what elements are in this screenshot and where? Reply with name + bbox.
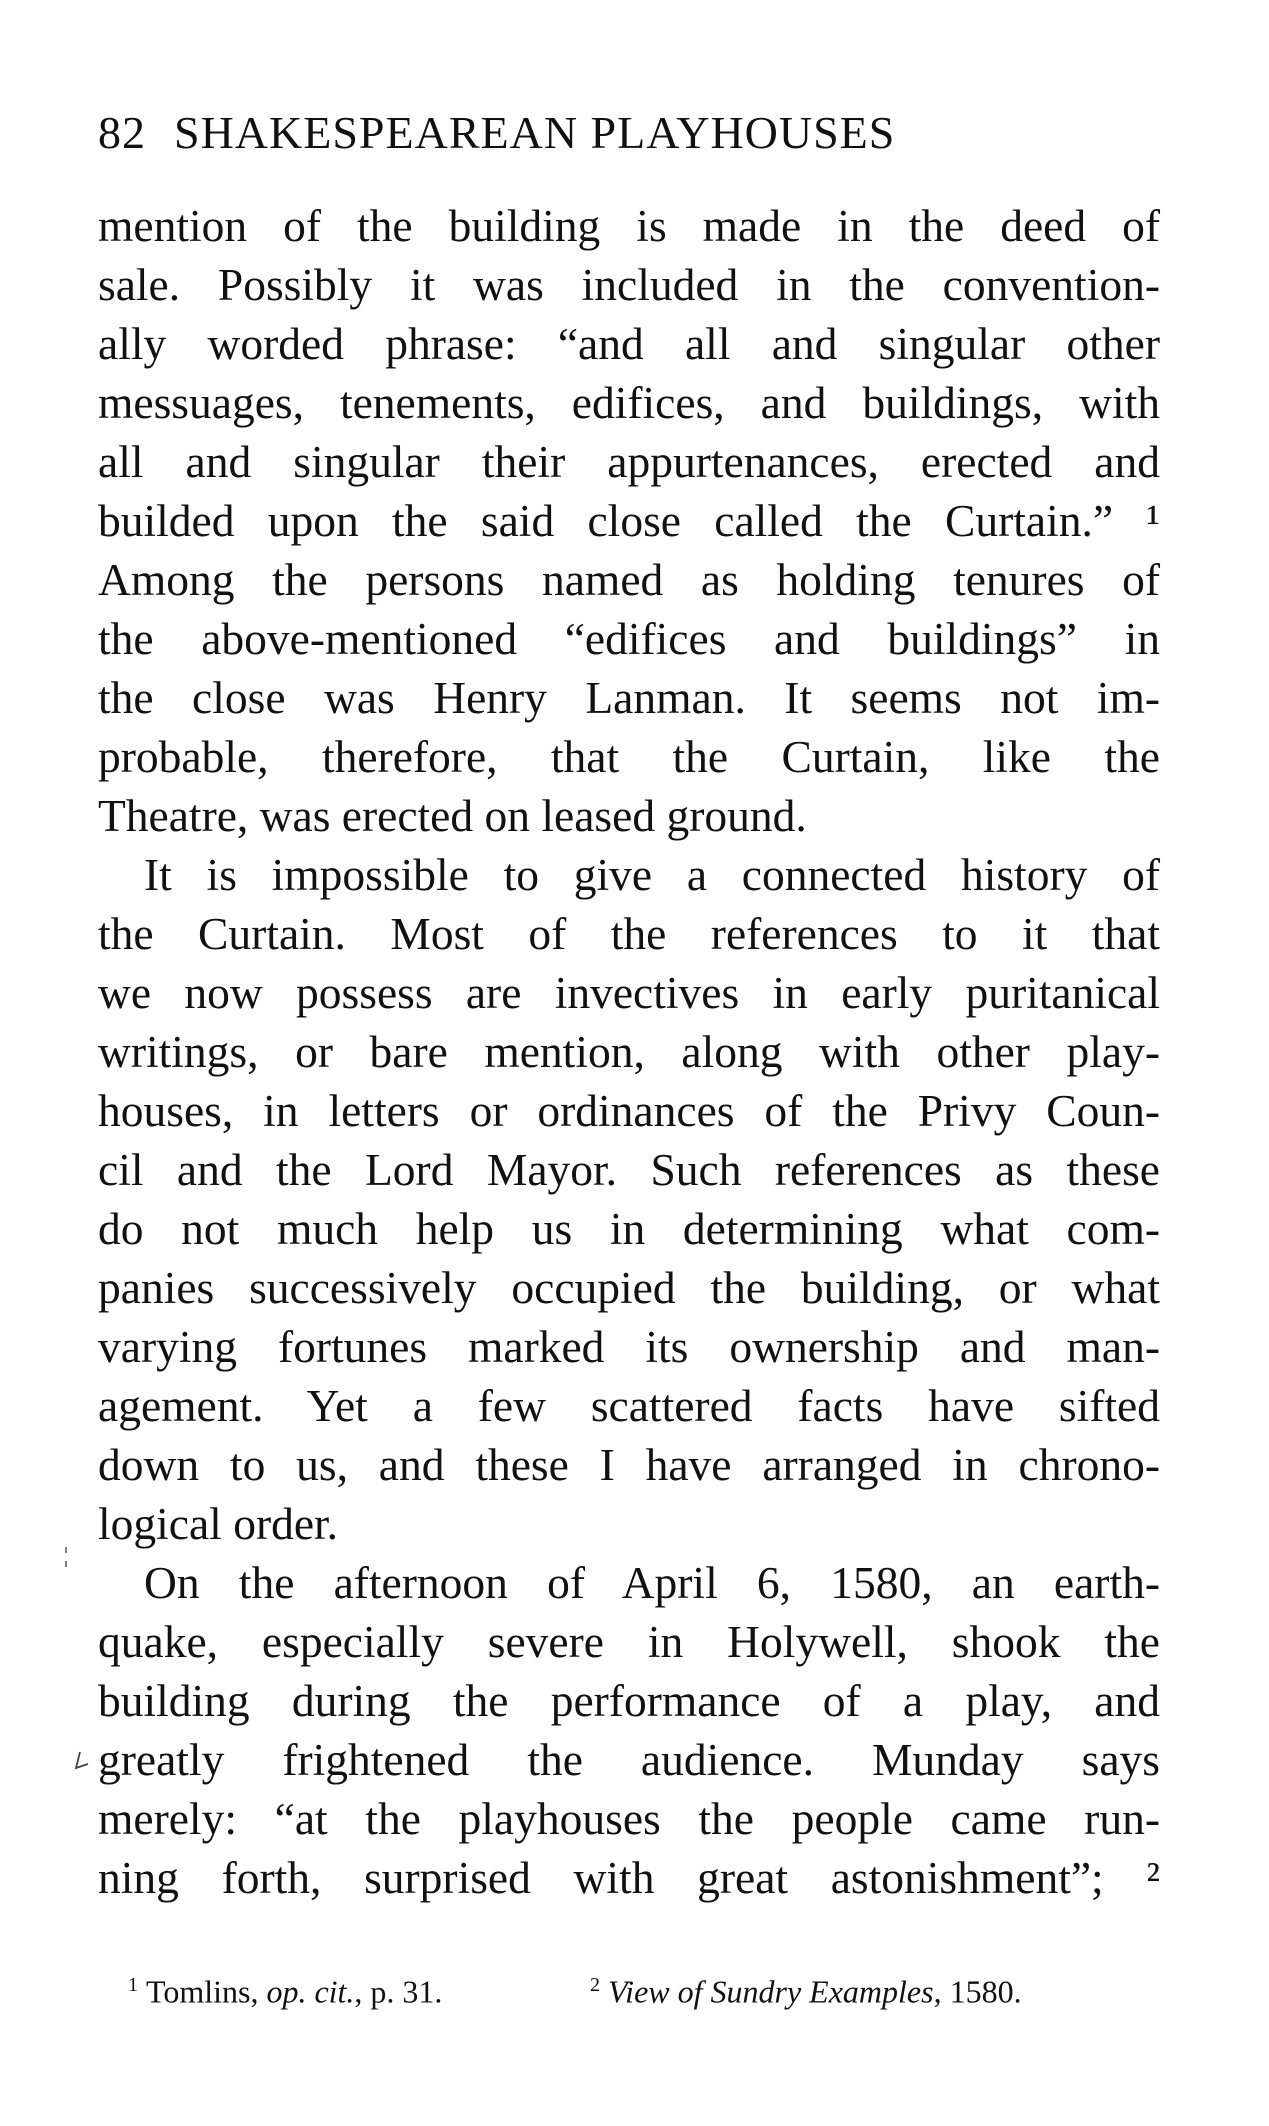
paragraph-start-line: On the afternoon of April 6, 1580, an earth- <box>144 1557 1160 1608</box>
footnote-2 <box>590 1963 1022 2014</box>
paragraph-end-line: Theatre, was erected on leased ground. <box>98 790 807 841</box>
text-line: Among the persons named as holding tenures of <box>98 554 1160 605</box>
text-line: building during the performance of a play, and <box>98 1675 1160 1726</box>
text-line: houses, in letters or ordinances of the Privy Coun- <box>98 1085 1160 1136</box>
text-line: panies successively occupied the building, or what <box>98 1262 1160 1313</box>
text-line: probable, therefore, that the Curtain, like the <box>98 731 1160 782</box>
footnote-1 <box>128 1963 442 2014</box>
text-line: builded upon the said close called the Curtain.” ¹ <box>98 495 1160 546</box>
footnote-citation: op. cit. <box>266 1973 355 2010</box>
text-line: messuages, tenements, edifices, and buildings, with <box>98 377 1160 428</box>
text-line: ally worded phrase: “and all and singular other <box>98 318 1160 369</box>
text-line: varying fortunes marked its ownership and man- <box>98 1321 1160 1372</box>
text-line: quake, especially severe in Holywell, shook the <box>98 1616 1160 1667</box>
text-line: merely: “at the playhouses the people came run- <box>98 1793 1160 1844</box>
footnote-author: Tomlins, <box>146 1973 267 2010</box>
body-text <box>98 196 1160 1907</box>
text-line: the close was Henry Lanman. It seems not im- <box>98 672 1160 723</box>
text-line: the Curtain. Most of the references to it that <box>98 908 1160 959</box>
text-line: the above-mentioned “edifices and buildings” in <box>98 613 1160 664</box>
text-line: all and singular their appurtenances, erected and <box>98 436 1160 487</box>
text-line: do not much help us in determining what com- <box>98 1203 1160 1254</box>
text-line: sale. Possibly it was included in the convention- <box>98 259 1160 310</box>
footnote-page: , p. 31. <box>354 1973 443 2010</box>
margin-tick-mark <box>58 1545 80 1571</box>
running-head <box>98 103 1158 163</box>
footnote-mark: 2 <box>590 1974 600 1996</box>
margin-bracket-mark <box>70 1750 92 1776</box>
paragraph-start-line: It is impossible to give a connected history of <box>144 849 1160 900</box>
paragraph-end-line: logical order. <box>98 1498 339 1549</box>
text-line: agement. Yet a few scattered facts have sifted <box>98 1380 1160 1431</box>
text-line: we now possess are invectives in early puritanical <box>98 967 1160 1018</box>
text-line: writings, or bare mention, along with other play- <box>98 1026 1160 1077</box>
text-line: cil and the Lord Mayor. Such references as these <box>98 1144 1160 1195</box>
footnotes <box>128 1963 1160 2010</box>
footnote-mark: 1 <box>128 1974 138 1996</box>
text-line: greatly frightened the audience. Munday says <box>98 1734 1160 1785</box>
page-number: 82 <box>98 107 146 158</box>
text-line: mention of the building is made in the deed of <box>98 200 1160 251</box>
text-line: down to us, and these I have arranged in chrono- <box>98 1439 1160 1490</box>
running-title: SHAKESPEAREAN PLAYHOUSES <box>174 107 896 158</box>
text-line: ning forth, surprised with great astonishment”; ² <box>98 1852 1160 1903</box>
footnote-year: , 1580. <box>933 1973 1022 2010</box>
footnote-work-title: View of Sundry Examples <box>608 1973 934 2010</box>
